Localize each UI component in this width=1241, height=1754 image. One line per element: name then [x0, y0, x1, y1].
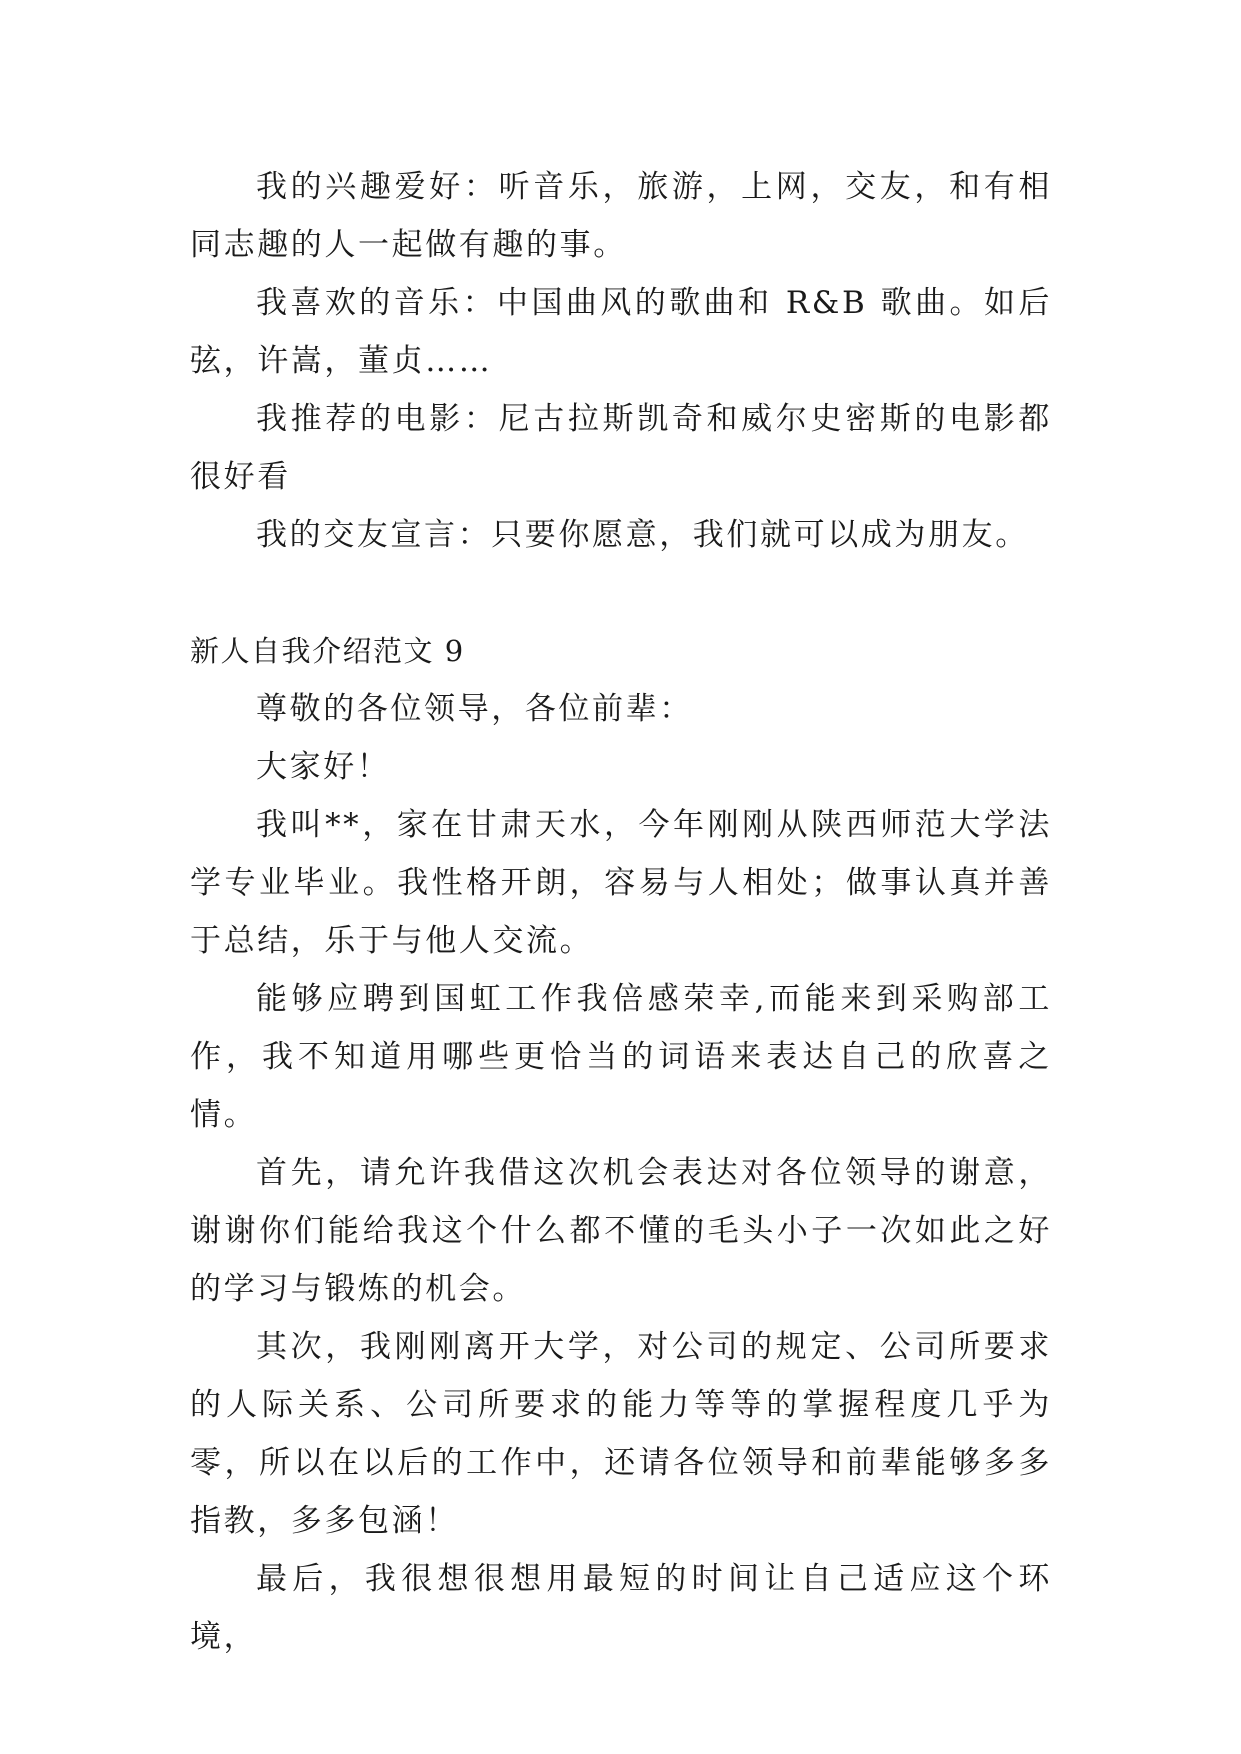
paragraph-thanks-leaders: 首先，请允许我借这次机会表达对各位领导的谢意，谢谢你们能给我这个什么都不懂的毛头小子一次如此之好的学习与锻炼的机会。: [190, 1155, 1052, 1307]
paragraph-movies: 我推荐的电影：尼古拉斯凯奇和威尔史密斯的电影都很好看: [190, 401, 1052, 495]
paragraph-music: 我喜欢的音乐：中国曲风的歌曲和 R&B 歌曲。如后弦，许嵩，董贞……: [190, 285, 1052, 379]
paragraph-request-guidance: 其次，我刚刚离开大学，对公司的规定、公司所要求的人际关系、公司所要求的能力等等的掌握程度几乎为零，所以在以后的工作中，还请各位领导和前辈能够多多指教，多多包涵！: [190, 1329, 1052, 1539]
paragraph-hobbies: 我的兴趣爱好：听音乐，旅游，上网，交友，和有相同志趣的人一起做有趣的事。: [190, 169, 1052, 263]
document-body: [190, 158, 1052, 1666]
paragraph-gratitude-job: 能够应聘到国虹工作我倍感荣幸,而能来到采购部工作，我不知道用哪些更恰当的词语来表达自己的欣喜之情。: [190, 981, 1052, 1133]
section-heading: 新人自我介绍范文 9: [190, 634, 465, 668]
paragraph-self-intro: 我叫**，家在甘肃天水，今年刚刚从陕西师范大学法学专业毕业。我性格开朗，容易与人相处；做事认真并善于总结，乐于与他人交流。: [190, 807, 1052, 959]
paragraph-friendship-declaration: 我的交友宣言：只要你愿意，我们就可以成为朋友。: [256, 517, 1029, 553]
section-spacer: [190, 564, 1052, 622]
paragraph-closing-start: 最后，我很想很想用最短的时间让自己适应这个环境，: [190, 1561, 1052, 1655]
paragraph-greeting: 大家好！: [256, 749, 391, 785]
paragraph-salutation: 尊敬的各位领导，各位前辈：: [256, 691, 693, 727]
